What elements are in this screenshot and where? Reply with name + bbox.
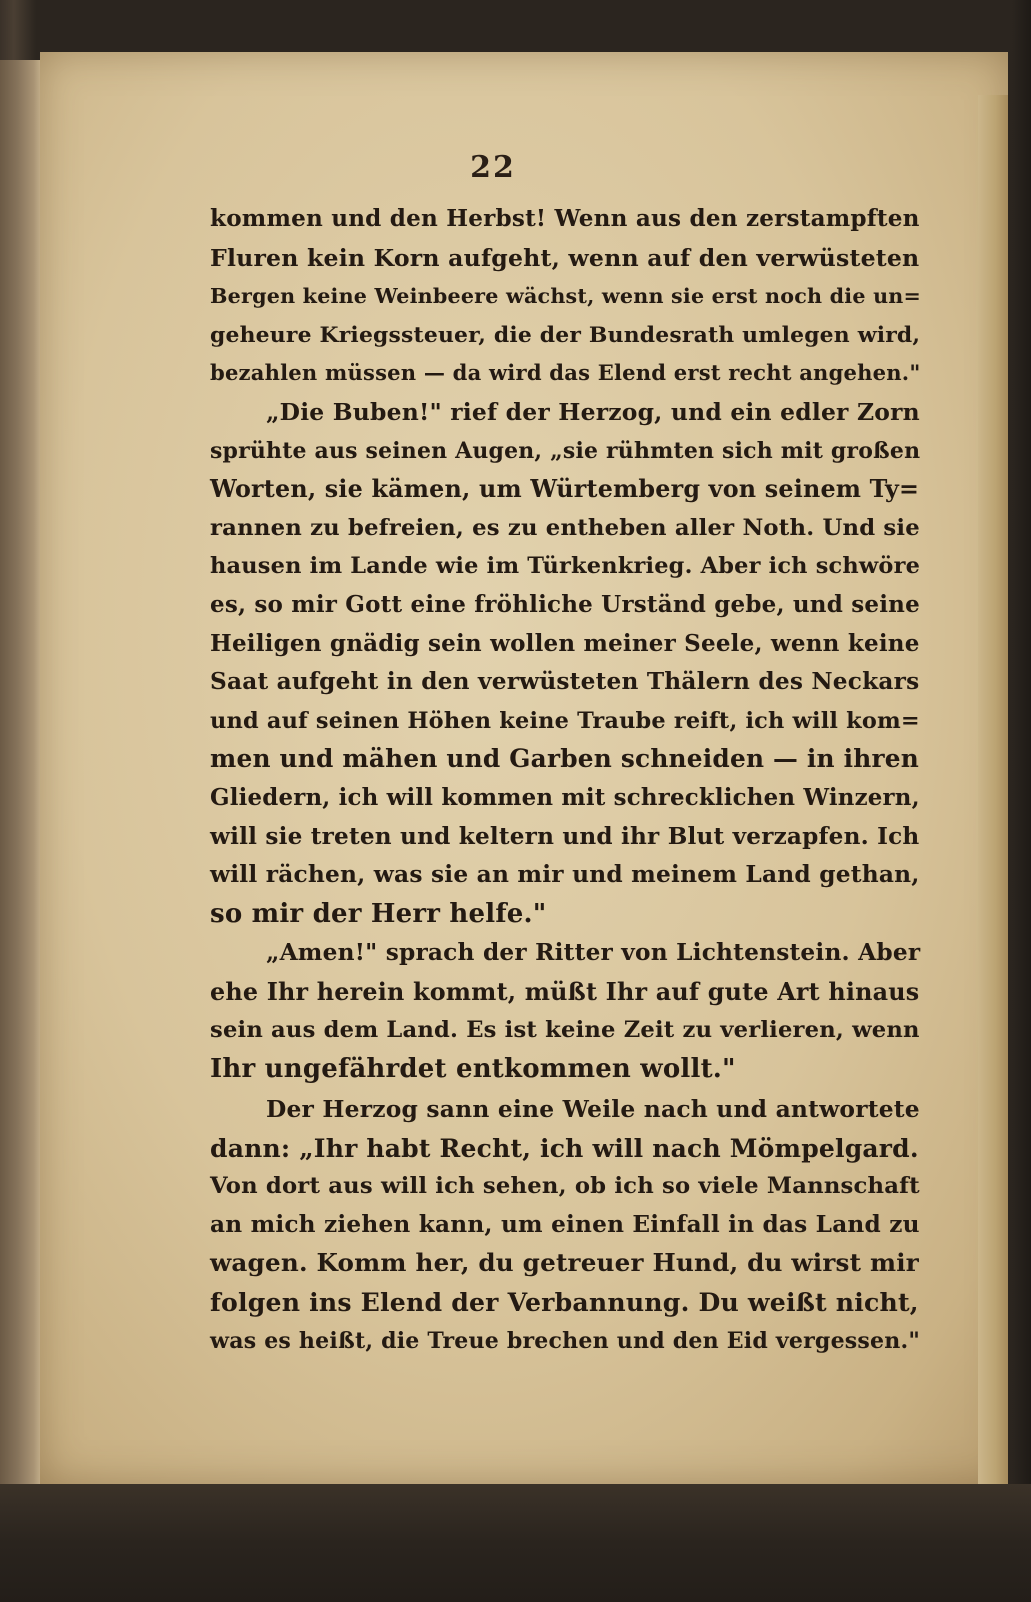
book-cover-edge bbox=[0, 60, 42, 1500]
paragraph-4 bbox=[210, 1090, 926, 1360]
text-line: Worten, sie kämen, um Würtemberg von seinem Ty= bbox=[210, 475, 920, 504]
text-line: und auf seinen Höhen keine Traube reift, ich will kom= bbox=[210, 707, 920, 734]
text-line: was es heißt, die Treue brechen und den Eid vergessen." bbox=[210, 1327, 921, 1354]
paragraph-2 bbox=[210, 393, 926, 933]
text-line: Bergen keine Weinbeere wächst, wenn sie erst noch die un= bbox=[210, 284, 922, 309]
scan-background bbox=[0, 1484, 1031, 1602]
text-line: „Die Buben!" rief der Herzog, und ein edler Zorn bbox=[266, 398, 920, 426]
paragraph-3 bbox=[210, 934, 926, 1088]
text-line: Der Herzog sann eine Weile nach und antwortete bbox=[266, 1095, 920, 1123]
page-number: 22 bbox=[470, 150, 516, 185]
text-line: sprühte aus seinen Augen, „sie rühmten sich mit großen bbox=[210, 437, 921, 464]
text-line: Ihr ungefährdet entkommen wollt." bbox=[210, 1053, 736, 1084]
text-line: will rächen, was sie an mir und meinem Land gethan, bbox=[210, 861, 920, 889]
paragraph-1 bbox=[210, 200, 926, 393]
text-line: Heiligen gnädig sein wollen meiner Seele, wenn keine bbox=[210, 629, 920, 657]
text-line: rannen zu befreien, es zu entheben aller Noth. Und sie bbox=[210, 514, 920, 541]
text-line: bezahlen müssen — da wird das Elend erst recht angehen." bbox=[210, 360, 921, 386]
text-line: dann: „Ihr habt Recht, ich will nach Mömpelgard. bbox=[210, 1132, 919, 1163]
text-line: men und mähen und Garben schneiden — in ihren bbox=[210, 744, 919, 774]
text-line: an mich ziehen kann, um einen Einfall in das Land zu bbox=[210, 1210, 920, 1238]
page-stack-edge bbox=[978, 95, 1008, 1485]
text-line: hausen im Lande wie im Türkenkrieg. Aber ich schwöre bbox=[210, 553, 921, 580]
text-line: Fluren kein Korn aufgeht, wenn auf den verwüsteten bbox=[210, 243, 920, 272]
text-line: Von dort aus will ich sehen, ob ich so viele Mannschaft bbox=[210, 1173, 920, 1200]
text-line: wagen. Komm her, du getreuer Hund, du wirst mir bbox=[210, 1248, 919, 1278]
text-line: sein aus dem Land. Es ist keine Zeit zu verlieren, wenn bbox=[210, 1017, 920, 1044]
text-line: Gliedern, ich will kommen mit schrecklichen Winzern, bbox=[210, 784, 920, 811]
text-line: es, so mir Gott eine fröhliche Urständ gebe, und seine bbox=[210, 590, 920, 618]
text-line: kommen und den Herbst! Wenn aus den zerstampften bbox=[210, 205, 920, 232]
text-line: „Amen!" sprach der Ritter von Lichtenstein. Aber bbox=[266, 939, 921, 966]
text-line: ehe Ihr herein kommt, müßt Ihr auf gute Art hinaus bbox=[210, 977, 920, 1006]
text-line: will sie treten und keltern und ihr Blut verzapfen. Ich bbox=[210, 822, 920, 850]
text-line: folgen ins Elend der Verbannung. Du weißt nicht, bbox=[210, 1286, 919, 1317]
text-line: so mir der Herr helfe." bbox=[210, 898, 547, 929]
text-line: geheure Kriegssteuer, die der Bundesrath umlegen wird, bbox=[210, 321, 921, 348]
text-line: Saat aufgeht in den verwüsteten Thälern des Neckars bbox=[210, 668, 920, 696]
